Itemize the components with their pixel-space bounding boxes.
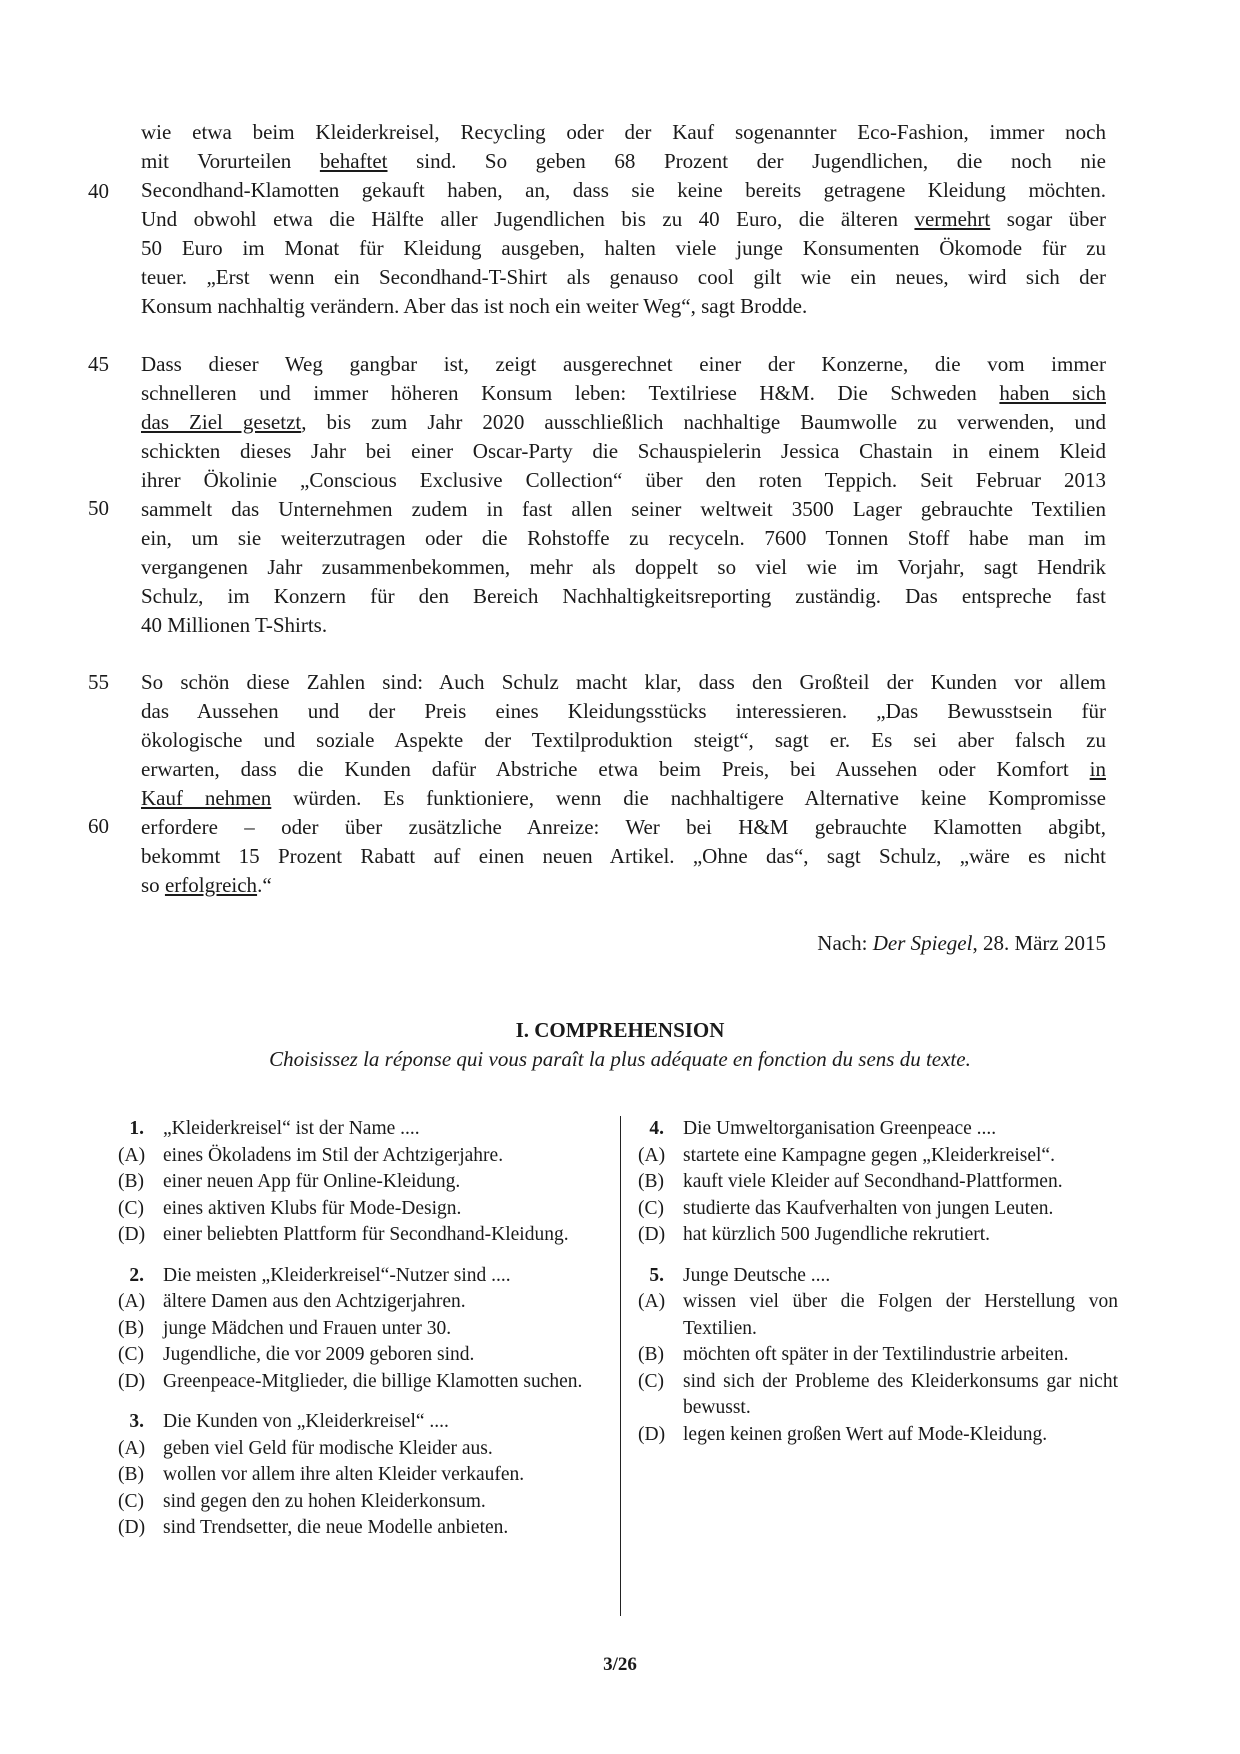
source-prefix: Nach: [817, 931, 873, 955]
text-line [141, 553, 1106, 582]
option-label: (B) [638, 1344, 664, 1365]
text-line [141, 755, 1106, 784]
text-segment: Schulz, im Konzern für den Bereich Nachhaltigkeitsreporting zuständig. Das entspreche fast [141, 584, 1106, 608]
question-stem [118, 1263, 598, 1290]
option-text: einer neuen App für Online-Kleidung. [163, 1171, 461, 1192]
text-segment: ökologische und soziale Aspekte der Textilproduktion steigt“, sagt er. Es sei aber falsch zu [141, 728, 1106, 752]
option-label: (A) [638, 1291, 666, 1312]
option-label: (D) [638, 1423, 666, 1445]
option-label: (D) [638, 1224, 666, 1245]
text-paragraph-2 [141, 350, 1106, 640]
answer-option [118, 1289, 598, 1316]
text-line [141, 871, 1106, 900]
option-label: (A) [118, 1437, 146, 1459]
text-segment: sammelt das Unternehmen zudem in fast allen seiner weltweit 3500 Lager gebrauchte Textilien [141, 497, 1106, 521]
text-segment: .“ [257, 873, 272, 897]
option-text: hat kürzlich 500 Jugendliche rekrutiert. [683, 1224, 991, 1245]
line-number: 40 [88, 179, 109, 203]
text-segment: ein, um sie weiterzutragen oder die Rohstoffe zu recyceln. 7600 Tonnen Stoff habe man im [141, 526, 1106, 550]
text-segment: vergangenen Jahr zusammenbekommen, mehr als doppelt so viel wie im Vorjahr, sagt Hendrik [141, 555, 1106, 579]
text-segment: sogar über [990, 207, 1106, 231]
text-line [141, 263, 1106, 292]
section-title: I. COMPREHENSION [515, 1018, 725, 1042]
text-segment: würden. Es funktioniere, wenn die nachhaltigere Alternative keine Kompromisse [271, 786, 1106, 810]
page-number: 3/26 [603, 1654, 637, 1675]
question-stem [118, 1116, 598, 1143]
option-text: einer beliebten Plattform für Secondhand-Kleidung. [163, 1224, 569, 1245]
text-segment: Secondhand-Klamotten gekauft haben, an, dass sie keine bereits getragene Kleidung möchten. [141, 178, 1106, 202]
option-label: (B) [638, 1171, 664, 1192]
answer-option [638, 1169, 1118, 1196]
question [638, 1263, 1118, 1449]
text-segment: mit Vorurteilen [141, 149, 320, 173]
question [118, 1116, 598, 1249]
text-line [141, 118, 1106, 147]
answer-option [118, 1462, 598, 1489]
question-text: Die meisten „Kleiderkreisel“-Nutzer sind .... [163, 1264, 511, 1286]
questions-right-column [638, 1116, 1118, 1462]
text-segment: Konsum nachhaltig verändern. Aber das ist noch ein weiter Weg“, sagt Brodde. [141, 294, 808, 318]
text-line [141, 524, 1106, 553]
question [118, 1263, 598, 1396]
text-line [141, 726, 1106, 755]
question-number: 5. [649, 1264, 664, 1286]
option-text: ältere Damen aus den Achtzigerjahren. [163, 1291, 466, 1312]
text-segment: , bis zum Jahr 2020 ausschließlich nachhaltige Baumwolle zu verwenden, und [301, 410, 1106, 434]
text-line [141, 668, 1106, 697]
option-label: (B) [118, 1464, 144, 1485]
text-line [141, 176, 1106, 205]
text-line [141, 292, 1106, 321]
source-date: , 28. März 2015 [972, 931, 1106, 955]
option-label: (A) [638, 1144, 666, 1166]
question-number: 4. [649, 1118, 664, 1139]
text-line [141, 582, 1106, 611]
text-segment: ihrer Ökolinie „Conscious Exclusive Collection“ über den roten Teppich. Seit Februar 2013 [141, 468, 1106, 492]
text-segment: 40 Millionen T-Shirts. [141, 613, 328, 637]
question-text: Junge Deutsche .... [683, 1264, 831, 1286]
text-line [141, 350, 1106, 379]
source-publication: Der Spiegel [872, 931, 973, 955]
answer-option [118, 1222, 598, 1249]
question-text: Die Kunden von „Kleiderkreisel“ .... [163, 1411, 449, 1432]
text-line [141, 205, 1106, 234]
option-label: (D) [118, 1224, 146, 1245]
question [638, 1116, 1118, 1249]
answer-option [118, 1342, 598, 1369]
option-text: sind sich der Probleme des Kleiderkonsums gar nicht bewusst. [683, 1370, 1118, 1418]
option-label: (B) [118, 1171, 144, 1192]
option-label: (C) [118, 1344, 144, 1365]
option-text: wissen viel über die Folgen der Herstellung von Textilien. [683, 1291, 1118, 1339]
option-label: (A) [118, 1144, 146, 1166]
source-citation [817, 929, 1106, 958]
answer-option [638, 1422, 1118, 1449]
text-line [141, 437, 1106, 466]
option-text: junge Mädchen und Frauen unter 30. [163, 1317, 452, 1339]
questions-left-column [118, 1116, 598, 1556]
text-paragraph-1 [141, 118, 1106, 321]
text-line [141, 234, 1106, 263]
answer-option [118, 1369, 598, 1396]
answer-option [638, 1342, 1118, 1369]
option-text: startete eine Kampagne gegen „Kleiderkreisel“. [683, 1144, 1055, 1166]
answer-option [638, 1143, 1118, 1170]
text-segment: teuer. „Erst wenn ein Secondhand-T-Shirt als genauso cool gilt wie ein neues, wird sich der [141, 265, 1106, 289]
underlined-term: vermehrt [914, 207, 991, 231]
text-segment: bekommt 15 Prozent Rabatt auf einen neuen Artikel. „Ohne das“, sagt Schulz, „wäre es nicht [141, 844, 1106, 868]
underlined-term: behaftet [319, 149, 388, 173]
answer-option [118, 1316, 598, 1343]
question [118, 1409, 598, 1542]
option-text: legen keinen großen Wert auf Mode-Kleidung. [683, 1423, 1048, 1445]
question-stem [118, 1409, 598, 1436]
text-segment: wie etwa beim Kleiderkreisel, Recycling oder der Kauf sogenannter Eco-Fashion, immer noch [141, 120, 1106, 144]
option-text: sind gegen den zu hohen Kleiderkonsum. [163, 1490, 486, 1512]
text-line [141, 842, 1106, 871]
question-number: 2. [129, 1264, 144, 1286]
answer-option [118, 1436, 598, 1463]
text-line [141, 697, 1106, 726]
line-number: 60 [88, 814, 109, 838]
option-label: (B) [118, 1317, 144, 1339]
option-label: (D) [118, 1370, 146, 1392]
column-divider [620, 1116, 621, 1616]
answer-option [118, 1169, 598, 1196]
option-label: (C) [118, 1197, 144, 1219]
question-stem [638, 1263, 1118, 1290]
line-number: 50 [88, 496, 109, 520]
text-line [141, 611, 1106, 640]
option-text: Greenpeace-Mitglieder, die billige Klamotten suchen. [163, 1370, 583, 1392]
option-text: studierte das Kaufverhalten von jungen Leuten. [683, 1197, 1054, 1219]
question-text: „Kleiderkreisel“ ist der Name .... [163, 1118, 420, 1139]
option-label: (D) [118, 1517, 146, 1538]
option-text: kauft viele Kleider auf Secondhand-Plattformen. [683, 1171, 1063, 1192]
option-text: eines aktiven Klubs für Mode-Design. [163, 1197, 462, 1219]
text-segment: erwarten, dass die Kunden dafür Abstriche etwa beim Preis, bei Aussehen oder Komfort [141, 757, 1090, 781]
section-instruction: Choisissez la réponse qui vous paraît la plus adéquate en fonction du sens du texte. [269, 1047, 971, 1071]
option-text: geben viel Geld für modische Kleider aus. [163, 1437, 493, 1459]
option-label: (C) [638, 1197, 664, 1219]
question-stem [638, 1116, 1118, 1143]
text-segment: das Aussehen und der Preis eines Kleidungsstücks interessieren. „Das Bewusstsein für [141, 699, 1106, 723]
question-text: Die Umweltorganisation Greenpeace .... [683, 1118, 997, 1139]
answer-option [638, 1196, 1118, 1223]
answer-option [638, 1222, 1118, 1249]
text-line [141, 408, 1106, 437]
line-number: 55 [88, 670, 109, 694]
underlined-term: erfolgreich [164, 873, 258, 897]
text-segment: schickten dieses Jahr bei einer Oscar-Party die Schauspielerin Jessica Chastain in einem Kleid [141, 439, 1106, 463]
answer-option [118, 1489, 598, 1516]
underlined-term: in [1089, 757, 1106, 781]
text-segment: Und obwohl etwa die Hälfte aller Jugendlichen bis zu 40 Euro, die älteren [141, 207, 915, 231]
text-line [141, 379, 1106, 408]
question-number: 3. [129, 1411, 144, 1432]
text-segment: Dass dieser Weg gangbar ist, zeigt ausgerechnet einer der Konzerne, die vom immer [141, 352, 1106, 376]
text-line [141, 147, 1106, 176]
answer-option [118, 1196, 598, 1223]
answer-option [638, 1369, 1118, 1422]
option-text: eines Ökoladens im Stil der Achtzigerjahre. [163, 1144, 504, 1166]
answer-option [638, 1289, 1118, 1342]
underlined-term: haben sich [999, 381, 1106, 405]
answer-option [118, 1515, 598, 1542]
option-text: Jugendliche, die vor 2009 geboren sind. [163, 1344, 475, 1365]
line-number: 45 [88, 352, 109, 376]
option-text: sind Trendsetter, die neue Modelle anbieten. [163, 1517, 509, 1538]
option-label: (C) [118, 1490, 144, 1512]
text-segment: so [141, 873, 165, 897]
text-line [141, 813, 1106, 842]
question-number: 1. [129, 1118, 144, 1139]
text-segment: sind. So geben 68 Prozent der Jugendlichen, die noch nie [387, 149, 1106, 173]
text-line [141, 466, 1106, 495]
text-paragraph-3 [141, 668, 1106, 900]
underlined-term: Kauf nehmen [141, 786, 272, 810]
text-line [141, 784, 1106, 813]
option-text: möchten oft später in der Textilindustrie arbeiten. [683, 1344, 1069, 1365]
underlined-term: das Ziel gesetzt [141, 410, 302, 434]
option-label: (A) [118, 1291, 146, 1312]
answer-option [118, 1143, 598, 1170]
text-segment: So schön diese Zahlen sind: Auch Schulz macht klar, dass den Großteil der Kunden vor allem [141, 670, 1106, 694]
option-text: wollen vor allem ihre alten Kleider verkaufen. [163, 1464, 525, 1485]
text-segment: schnelleren und immer höheren Konsum leben: Textilriese H&M. Die Schweden [141, 381, 1000, 405]
text-segment: 50 Euro im Monat für Kleidung ausgeben, halten viele junge Konsumenten Ökomode für zu [141, 236, 1106, 260]
text-segment: erfordere – oder über zusätzliche Anreize: Wer bei H&M gebrauchte Klamotten abgibt, [141, 815, 1106, 839]
option-label: (C) [638, 1370, 664, 1392]
text-line [141, 495, 1106, 524]
